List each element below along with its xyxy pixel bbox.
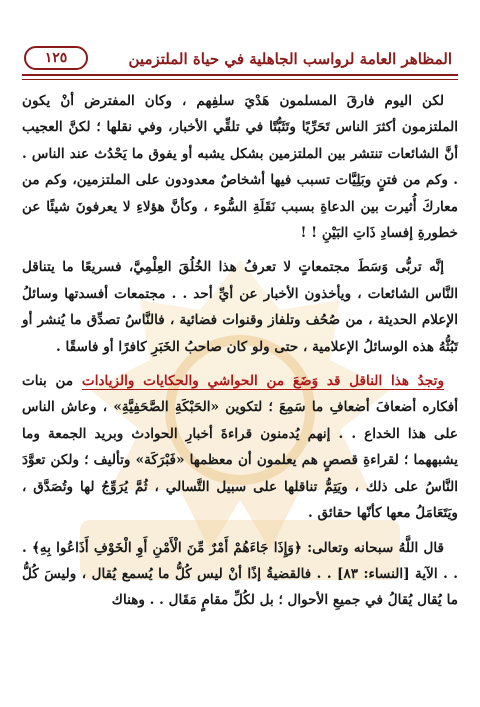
header-rule (22, 74, 458, 76)
paragraph-3-text: من بنات أفكاره أضعافَ أضعافِ ما سَمِعَ ؛ لتكوين «الحَبْكَةِ الصَّحَفِيَّةِ» ، وعاش الناس على هذا الخداع . . إنهم يُدمنون قراءةَ أخبارِ الحوادث وبريد الجمعة وما يشبههما ؛ لقراءةِ قصصٍ هم يعلمون أن معظمها «فَبْرَكَة» وتأليف ؛ ولكن تعوَّدَ النَّاسُ على ذلك ، ويَتِمُّ تناقلها على سبيل التَّسالي ، ثُمَّ يُرَوِّجُ لها وتُصَدَّق ، ويَتَعَامَلُ معها كأنّها حقائق . (22, 373, 458, 522)
paragraph-2: إنَّه تربُّى وَسَطَ مجتمعاتٍ لا تعرفُ هذا الخُلُقَ العِلْمِيَّ، فسريعًا ما يتناقل النَّاس الشائعات ، ويأخذون الأخبار عن أيِّ أحد . . مجتمعات أفسدتها وسائلُ الإعلام الحديثة ، من صُحُف وتلفاز وقنوات فضائية ، فالنَّاسُ تصدِّق ما يُنشر أو تَبُثُّهُ هذه الوسائلُ الإعلامية ، حتى ولو كان صاحبُ الخَبَرِ كافرًا أو فاسقًا . (22, 259, 458, 355)
header-title: المظاهر العامة لرواسب الجاهلية في حياة الملتزمين (128, 50, 452, 68)
paragraph-3 (22, 368, 458, 526)
page-body (22, 88, 458, 622)
highlighted-sentence: وتجدُ هذا الناقل قد وَضَعَ من الحواشي والحكايات والزيادات (81, 373, 445, 390)
paragraph-1: لكن اليوم فارقَ المسلمون هَدْيَ سلفِهم ، وكان المفترض أنْ يكون الملتزمون أكثرَ الناس تَحَرِّيًا وتَثَبُّتًا في تلقِّي الأخبار، وفي نقلها ؛ لكنَّ العجيب أنَّ الشائعات تنتشر بين الملتزمين بشكل يشبه أو يفوق ما يَحْدُث عند الناس . . وكم من فتنٍ وبَلِيَّات تسبب فيها أشخاصٌ معدودون على الملتزمين، وكم من معاركَ أُثيرت بين الدعاةِ بسبب نَقَلَةِ السُّوء ، وكأنَّ هؤلاءِ لا يعرفونَ شيئًا عن خطورةِ إفسادِ ذَاتِ البَيْنِ ! ! (22, 93, 458, 242)
page-number-badge: ١٢٥ (24, 46, 88, 70)
header-rule-thin (22, 79, 458, 80)
paragraph-4: قال اللَّهُ سبحانه وتعالى: ﴿وَإِذَا جَاءَهُمْ أَمْرٌ مِّنَ الْأَمْنِ أَوِ الْخَوْفِ أَذَاعُوا بِهِ﴾ . . . الآية [النساء: ٨٣] . . فالقضيةُ إذًا أنْ ليس كُلُّ ما يُسمع يُقال ، وليسَ كُلُّ ما يُقال يُقالُ في جميعِ الأحوال ؛ بل لكُلِّ مقامٍ مَقَال . . وهناك (22, 539, 458, 609)
running-header (22, 44, 458, 74)
